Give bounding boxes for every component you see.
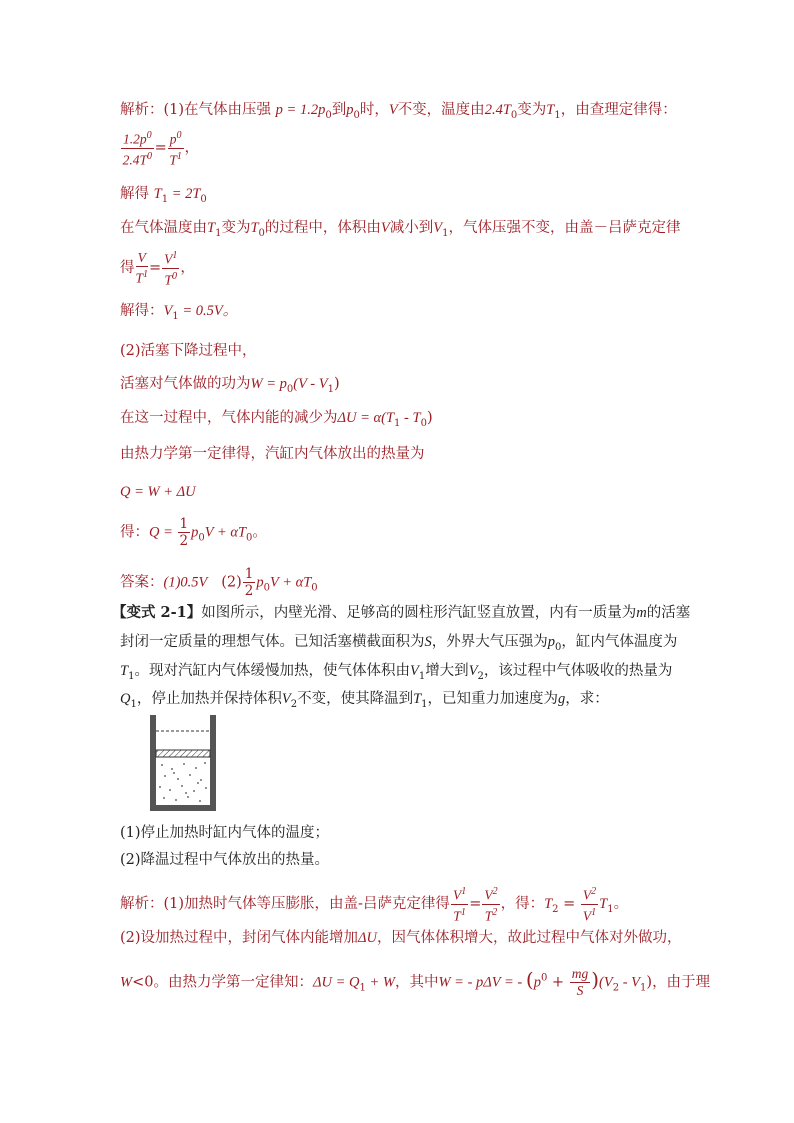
punctuation: 。	[252, 524, 267, 541]
subscript: 0	[325, 109, 332, 121]
equation: + W	[365, 974, 395, 991]
fraction	[581, 884, 598, 924]
numerator: V	[452, 887, 462, 903]
label: 解得：	[120, 303, 164, 319]
subscript: 0	[353, 109, 360, 121]
fraction-line-2	[120, 248, 195, 288]
subscript: 1	[418, 670, 426, 682]
superscript: 1	[143, 268, 149, 280]
denominator: T	[164, 272, 173, 287]
solution-line-8: 由热力学第一定律得，汽缸内气体放出的热量为	[120, 446, 425, 462]
text: 到	[331, 102, 347, 118]
subscript: 0	[200, 193, 207, 205]
solution-line-5: (2)活塞下降过程中，	[120, 343, 257, 359]
denominator: 2	[179, 533, 189, 549]
equation: ΔU = Q	[312, 974, 360, 991]
problem-line-4	[120, 689, 609, 715]
fraction	[178, 516, 191, 549]
solution-line-10	[120, 516, 267, 549]
plus-sign: +	[547, 974, 569, 991]
variable: V	[380, 220, 390, 236]
equals-sign: =	[558, 896, 580, 912]
equation: )	[334, 376, 340, 392]
problem-line-2	[120, 632, 677, 658]
subscript: 0	[246, 532, 253, 544]
subscript: 0	[420, 417, 427, 429]
text: ，停止加热并保持体积	[136, 691, 282, 707]
subscript: 0	[263, 582, 270, 594]
variable: p	[547, 634, 555, 650]
solution-2-line-3: W<0。由热力学第一定律知：$\Delta U = Q_1 + W$，其中W = - pΔV = - ($p^0$ + $\frac{mg}{S}$ )$(V_2 - V_1)$，由于理	[120, 966, 711, 998]
text: 不变，使其降温到	[297, 691, 414, 707]
solution-label: 解析：	[120, 102, 164, 118]
subscript: 2	[290, 698, 298, 710]
subscript: 1	[327, 383, 334, 395]
variable: V	[409, 663, 419, 679]
equation: p	[256, 574, 264, 591]
numerator: 1	[179, 516, 189, 532]
text: ，得：	[500, 896, 545, 912]
variable: V	[433, 220, 443, 236]
text: ，缸内气体温度为	[561, 634, 678, 650]
variable: Q	[120, 691, 131, 707]
superscript: 1	[461, 886, 467, 897]
text: 活塞对气体做的功为	[120, 376, 251, 392]
equation: V + αT	[269, 574, 312, 591]
punctuation: ，	[184, 140, 200, 156]
variable: W	[120, 974, 133, 991]
text: 得	[120, 260, 135, 276]
variable: g	[558, 691, 566, 707]
solution-2-line-1	[120, 884, 628, 924]
equation: = 0.5V。	[178, 303, 238, 319]
fraction	[121, 128, 154, 168]
text: ，求：	[565, 691, 609, 707]
solution-line-9: Q = W + ΔU	[120, 484, 196, 500]
text: ，该过程中气体吸收的热量为	[483, 663, 673, 679]
subscript: 2	[552, 903, 559, 915]
denominator: T	[135, 270, 144, 286]
text: 。现对汽缸内气体缓慢加热，使气体体积由	[134, 663, 410, 679]
equation: p	[346, 102, 354, 118]
numerator: V	[136, 250, 149, 267]
denominator: T	[169, 152, 177, 167]
equation: (V - V	[293, 376, 328, 392]
text: 封闭一定质量的理想气体。已知活塞横截面积为	[120, 634, 425, 650]
solution-line-7	[120, 408, 433, 434]
superscript: 2	[591, 886, 597, 897]
variable: T	[413, 691, 422, 707]
question-2: (2)降温过程中气体放出的热量。	[120, 852, 330, 868]
variable: S	[424, 634, 432, 650]
solution-2-line-2	[120, 928, 682, 948]
equation: 2.4T	[484, 102, 511, 118]
fraction	[168, 128, 184, 168]
cylinder-figure	[150, 713, 222, 817]
variable: ΔU	[358, 930, 378, 946]
superscript: 1	[460, 906, 466, 918]
denominator: 2	[244, 583, 254, 599]
text: ，外界大气压强为	[431, 634, 548, 650]
numerator: V	[582, 887, 592, 903]
punctuation: ，	[180, 260, 195, 276]
numerator: p	[169, 131, 177, 147]
variable: T	[153, 186, 162, 202]
subscript: 1	[607, 903, 614, 915]
variable: T	[546, 102, 555, 118]
answer-1: (1)0.5V	[163, 574, 208, 591]
subscript: 1	[554, 109, 561, 121]
subscript: 1	[215, 227, 222, 239]
text: 时，	[359, 102, 389, 118]
text: 的活塞	[646, 605, 691, 621]
answer-line	[120, 566, 318, 599]
text: 变为	[517, 102, 547, 118]
equation: W = - pΔV = -	[438, 974, 526, 991]
subscript: 0	[555, 641, 562, 653]
text: 变为	[221, 220, 251, 236]
text: ，其中	[394, 974, 439, 991]
text: (1)加热时气体等压膨胀，由盖-吕萨克定律得	[163, 896, 450, 912]
variable: V	[468, 663, 478, 679]
superscript: 0	[176, 130, 182, 141]
text: ，气体压强不变，由盖－吕萨克定律	[448, 220, 681, 236]
equation: )	[646, 974, 653, 991]
superscript: 2	[492, 906, 498, 918]
text: ，由查理定律得：	[560, 102, 677, 118]
superscript: 2	[492, 886, 498, 897]
text: 不变，温度由	[397, 102, 485, 118]
fraction	[136, 250, 149, 287]
solution-line-3	[120, 218, 681, 244]
fraction	[162, 248, 179, 288]
solution-line-1	[120, 100, 677, 126]
equation: )	[426, 410, 433, 426]
text: (1)在气体由压强	[163, 102, 272, 118]
variable: V	[281, 691, 291, 707]
text: 在这一过程中，气体内能的减少为	[120, 410, 338, 426]
subscript: 1	[394, 417, 401, 429]
solution-line-2	[120, 184, 207, 210]
equation: - T	[400, 410, 421, 426]
text: (2)	[221, 574, 242, 591]
equation: = 2T	[168, 186, 201, 202]
subscript: 1	[442, 227, 449, 239]
variable: T	[544, 896, 553, 912]
fraction-line-1	[120, 128, 199, 168]
superscript: 0	[172, 270, 178, 282]
text: 增大到	[425, 663, 469, 679]
text: ，由于理	[652, 974, 711, 991]
numerator: mg	[571, 966, 589, 981]
label: 解得	[120, 186, 149, 202]
subscript: 2	[477, 670, 484, 682]
punctuation: 。	[613, 896, 629, 912]
superscript: 1	[176, 150, 182, 162]
equation: W = p	[250, 376, 287, 392]
equation: Q =	[149, 524, 177, 541]
text: (2)设加热过程中，封闭气体内能增加	[120, 930, 359, 946]
denominator: S	[576, 983, 584, 998]
subscript: 0	[258, 227, 265, 239]
superscript: 0	[147, 150, 152, 162]
superscript: 1	[591, 906, 597, 918]
equation: p = 1.2p	[275, 102, 326, 118]
question-1: (1)停止加热时缸内气体的温度；	[120, 825, 330, 841]
text: 如图所示，内壁光滑、足够高的圆柱形汽缸竖直放置，内有一质量为	[201, 605, 637, 621]
text: ，因气体体积增大，故此过程中气体对外做功，	[377, 930, 682, 946]
subscript: 0	[286, 383, 294, 395]
variable: T	[250, 220, 259, 236]
numerator: V	[164, 251, 173, 267]
numerator: 1	[244, 566, 254, 582]
fraction	[482, 884, 499, 924]
equation: p	[191, 524, 199, 541]
variable: m	[636, 605, 647, 621]
subscript: 1	[640, 982, 647, 994]
denominator: V	[582, 908, 592, 923]
subscript: 1	[359, 982, 366, 994]
subscript: 0	[198, 532, 205, 544]
equals-sign: =	[469, 896, 482, 912]
variable: T	[207, 220, 216, 236]
variable: p	[533, 974, 541, 991]
text: 的过程中，体积由	[264, 220, 381, 236]
superscript: 0	[146, 130, 152, 141]
numerator: V	[484, 887, 493, 903]
variable: V	[163, 303, 173, 319]
variable: V	[388, 102, 398, 118]
subscript: 1	[128, 670, 135, 682]
text: 得：	[120, 524, 149, 541]
variable: T	[599, 896, 608, 912]
variable: T	[120, 663, 129, 679]
equals-sign: =	[149, 260, 162, 276]
denominator: T	[453, 908, 461, 923]
superscript: 1	[172, 250, 178, 261]
denominator: T	[484, 908, 493, 923]
subscript: 0	[311, 582, 318, 594]
text: 在气体温度由	[120, 220, 207, 236]
subscript: 0	[510, 109, 518, 121]
numerator: 1.2p	[123, 131, 147, 147]
superscript: 0	[540, 972, 548, 984]
subscript: 1	[421, 698, 428, 710]
fraction	[570, 966, 591, 999]
fraction	[451, 884, 468, 924]
solution-line-4	[120, 301, 237, 327]
subscript: 1	[130, 698, 137, 710]
text: 减小到	[389, 220, 434, 236]
equation: (V	[599, 974, 613, 991]
fraction	[243, 566, 256, 599]
subscript: 2	[612, 982, 620, 994]
solution-line-6	[120, 374, 340, 400]
denominator: 2.4T	[122, 152, 147, 167]
problem-line-1	[112, 603, 690, 623]
text: ，已知重力加速度为	[427, 691, 559, 707]
text: <0。由热力学第一定律知：	[132, 974, 313, 991]
answer-label: 答案：	[120, 574, 164, 591]
subscript: 1	[161, 193, 169, 205]
problem-line-3	[120, 661, 672, 687]
subscript: 1	[172, 310, 179, 322]
solution-label: 解析：	[120, 896, 164, 912]
problem-tag: 【变式 2-1】	[112, 604, 202, 621]
equation: - V	[619, 974, 641, 991]
equation: ΔU = α(T	[337, 410, 395, 426]
equals-sign: =	[154, 140, 167, 156]
equation: V + αT	[204, 524, 247, 541]
cylinder-diagram	[150, 713, 222, 813]
